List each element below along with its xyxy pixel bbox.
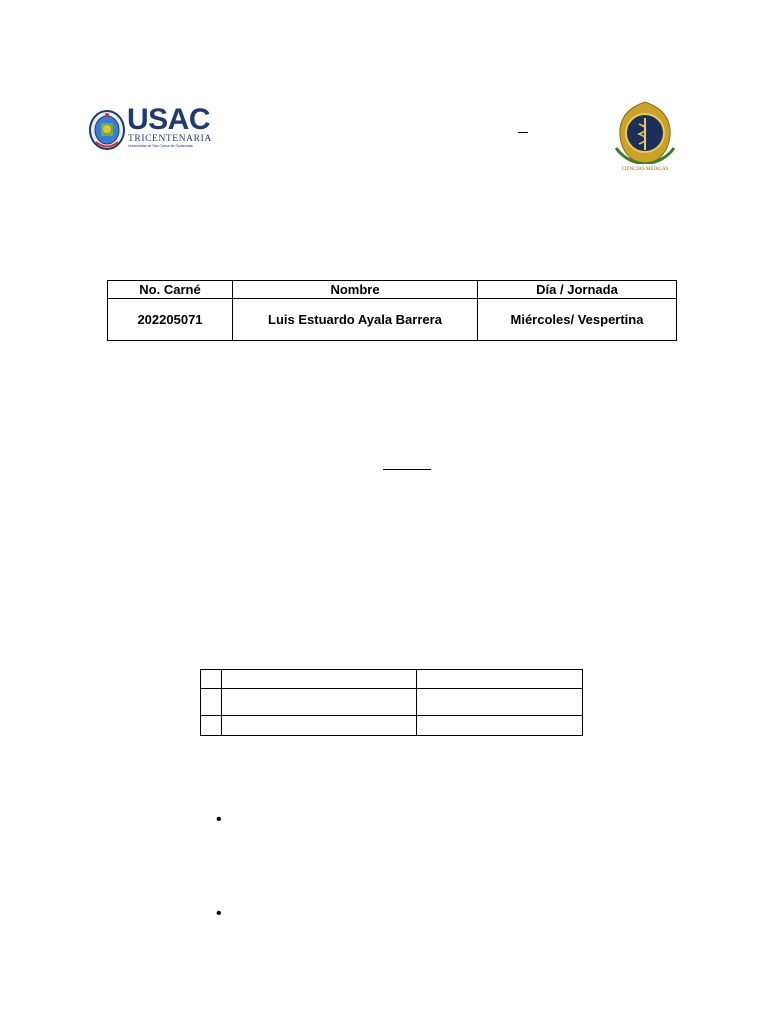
center-underline — [383, 469, 431, 470]
cell-dia-jornada: Miércoles/ Vespertina — [478, 299, 677, 341]
table-row — [108, 299, 677, 341]
grid-cell — [222, 670, 417, 689]
grid-cell — [222, 716, 417, 736]
table-row — [201, 716, 583, 736]
grid-cell — [201, 670, 222, 689]
faculty-medical-sciences-logo — [612, 96, 678, 174]
usac-tagline: Universidad de San Carlos de Guatemala — [128, 144, 193, 148]
table-row — [201, 689, 583, 716]
faculty-logo-text: CIENCIAS MÉDICAS — [621, 167, 669, 172]
header-carne: No. Carné — [108, 281, 233, 299]
usac-wordmark: USAC — [127, 103, 211, 136]
grid-cell — [222, 689, 417, 716]
header-dia-jornada: Día / Jornada — [478, 281, 677, 299]
table-row — [201, 670, 583, 689]
usac-subtitle: TRICENTENARIA — [128, 134, 212, 144]
grid-cell — [201, 716, 222, 736]
bullet-point: • — [216, 905, 222, 922]
grid-cell — [417, 689, 583, 716]
empty-grid-table — [200, 669, 583, 736]
bullet-point: • — [216, 811, 222, 828]
cell-nombre: Luis Estuardo Ayala Barrera — [233, 299, 478, 341]
header-dash — [518, 132, 528, 133]
usac-seal-icon — [88, 109, 126, 151]
student-info-table — [107, 280, 677, 341]
grid-cell — [201, 689, 222, 716]
grid-cell — [417, 716, 583, 736]
grid-cell — [417, 670, 583, 689]
header-nombre: Nombre — [233, 281, 478, 299]
usac-logo — [88, 103, 212, 154]
cell-carne: 202205071 — [108, 299, 233, 341]
table-header-row — [108, 281, 677, 299]
